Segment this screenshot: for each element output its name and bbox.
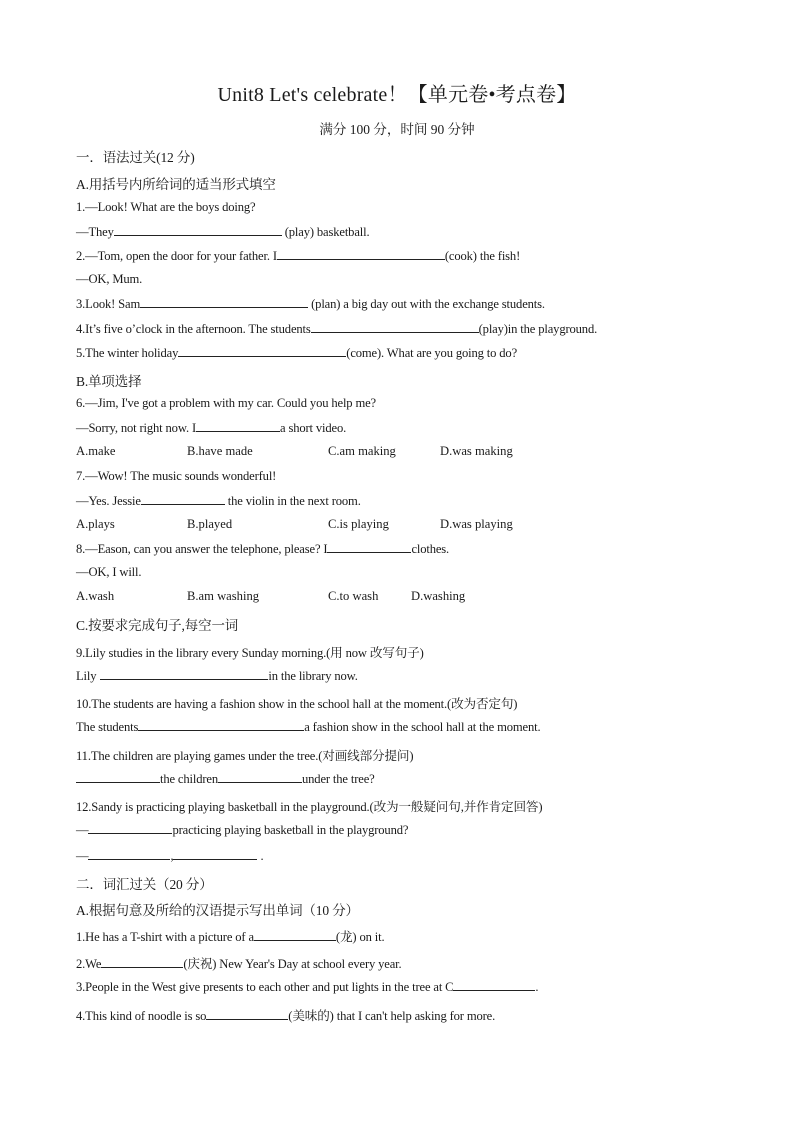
text: clothes.: [411, 542, 450, 556]
answer-blank[interactable]: [196, 420, 280, 432]
text: (come). What are you going to do?: [346, 346, 518, 360]
answer-blank[interactable]: [141, 493, 225, 505]
text: 1.He has a T-shirt with a picture of a: [76, 930, 254, 944]
answer-blank[interactable]: [114, 224, 282, 236]
option-d[interactable]: D.was playing: [440, 517, 513, 531]
text: a short video.: [280, 421, 347, 435]
text: under the tree?: [302, 772, 375, 786]
question-text: 1.—Look! What are the boys doing?: [76, 200, 256, 214]
part-heading: A.用括号内所给词的适当形式填空: [76, 177, 276, 192]
question-text: —OK, Mum.: [76, 272, 143, 286]
option-a[interactable]: A.plays: [76, 517, 115, 531]
option-a[interactable]: A.make: [76, 444, 116, 458]
question-text: 7.—Wow! The music sounds wonderful!: [76, 469, 277, 483]
answer-blank[interactable]: [453, 979, 535, 991]
answer-blank[interactable]: [277, 248, 445, 260]
text: 8.—Eason, can you answer the telephone, please? I: [76, 542, 328, 556]
text: the violin in the next room.: [224, 494, 361, 508]
text: 4.This kind of noodle is so: [76, 1009, 207, 1023]
question-line: [76, 979, 538, 995]
question-line: [76, 953, 402, 972]
section-heading: 二．词汇过关（20 分）: [76, 877, 213, 892]
question-line: [76, 420, 346, 436]
answer-blank[interactable]: [101, 956, 183, 968]
answer-blank[interactable]: [100, 668, 268, 680]
question-line: [76, 822, 408, 838]
answer-blank[interactable]: [76, 771, 160, 783]
text: (庆祝) New Year's Day at school every year.: [183, 957, 402, 971]
text: ,: [170, 849, 174, 863]
text: (plan) a big day out with the exchange students.: [308, 297, 545, 311]
question-line: [76, 321, 597, 337]
question-text: 12.Sandy is practicing playing basketball in the playground.(改为一般疑问句,并作肯定回答): [76, 800, 543, 814]
option-c[interactable]: C.to wash: [328, 589, 379, 603]
text: a fashion show in the school hall at the moment.: [304, 720, 541, 734]
question-line: [76, 668, 358, 684]
text: (cook) the fish!: [444, 249, 521, 263]
text: 2.—Tom, open the door for your father. I: [76, 249, 277, 263]
text: —Sorry, not right now. I: [76, 421, 196, 435]
question-line: [76, 224, 369, 240]
question-line: [76, 848, 263, 864]
question-line: [76, 248, 520, 264]
text: The students: [76, 720, 139, 734]
option-b[interactable]: B.played: [187, 517, 233, 531]
answer-blank[interactable]: [88, 822, 172, 834]
answer-blank[interactable]: [254, 929, 336, 941]
question-text: —OK, I will.: [76, 565, 142, 579]
question-line: [76, 541, 449, 557]
question-text: 11.The children are playing games under the tree.(对画线部分提问): [76, 749, 414, 763]
text: practicing playing basketball in the playground?: [172, 823, 409, 837]
option-c[interactable]: C.am making: [328, 444, 396, 458]
question-line: [76, 296, 545, 312]
text: 3.People in the West give presents to each other and put lights in the tree at C: [76, 980, 454, 994]
text: (美味的) that I can't help asking for more.: [288, 1009, 496, 1023]
question-line: [76, 719, 540, 735]
text: (play) basketball.: [281, 225, 370, 239]
text: the children: [160, 772, 218, 786]
answer-blank[interactable]: [178, 345, 346, 357]
page-title: Unit8 Let's celebrate！【单元卷•考点卷】: [217, 84, 577, 106]
answer-blank[interactable]: [206, 1008, 288, 1020]
option-a[interactable]: A.wash: [76, 589, 115, 603]
part-heading: C.按要求完成句子,每空一词: [76, 618, 239, 633]
answer-blank[interactable]: [311, 321, 479, 333]
text: (龙) on it.: [335, 930, 385, 944]
question-text: 9.Lily studies in the library every Sunday morning.(用 now 改写句子): [76, 646, 424, 660]
text: —They: [76, 225, 114, 239]
part-heading: B.单项选择: [76, 374, 142, 389]
question-line: [76, 345, 517, 361]
option-b[interactable]: B.am washing: [187, 589, 260, 603]
question-line: [76, 493, 361, 509]
option-d[interactable]: D.was making: [440, 444, 513, 458]
page-subtitle: 满分 100 分，时间 90 分钟: [319, 122, 475, 137]
text: in the library now.: [268, 669, 358, 683]
text: 4.It’s five o’clock in the afternoon. The students: [76, 322, 311, 336]
question-text: 6.—Jim, I've got a problem with my car. Could you help me?: [76, 396, 376, 410]
option-c[interactable]: C.is playing: [328, 517, 389, 531]
text: .: [257, 849, 264, 863]
option-d[interactable]: D.washing: [411, 589, 466, 603]
text: .: [535, 980, 539, 994]
section-heading: 一．语法过关(12 分): [76, 150, 195, 165]
answer-blank[interactable]: [218, 771, 302, 783]
answer-blank[interactable]: [327, 541, 411, 553]
text: —: [76, 823, 89, 837]
text: Lily: [76, 669, 97, 683]
text: 2.We: [76, 957, 102, 971]
text: 5.The winter holiday: [76, 346, 179, 360]
answer-blank[interactable]: [88, 848, 170, 860]
part-heading: A.根据句意及所给的汉语提示写出单词（10 分）: [76, 903, 359, 918]
answer-blank[interactable]: [140, 296, 308, 308]
text: (play)in the playground.: [478, 322, 598, 336]
answer-blank[interactable]: [173, 848, 257, 860]
text: —Yes. Jessie: [76, 494, 141, 508]
option-b[interactable]: B.have made: [187, 444, 253, 458]
question-line: [76, 926, 384, 945]
text: —: [76, 849, 89, 863]
question-text: 10.The students are having a fashion show in the school hall at the moment.(改为否定句): [76, 697, 518, 711]
question-line: [76, 771, 375, 787]
question-line: [76, 1005, 495, 1024]
text: 3.Look! Sam: [76, 297, 141, 311]
answer-blank[interactable]: [138, 719, 304, 731]
